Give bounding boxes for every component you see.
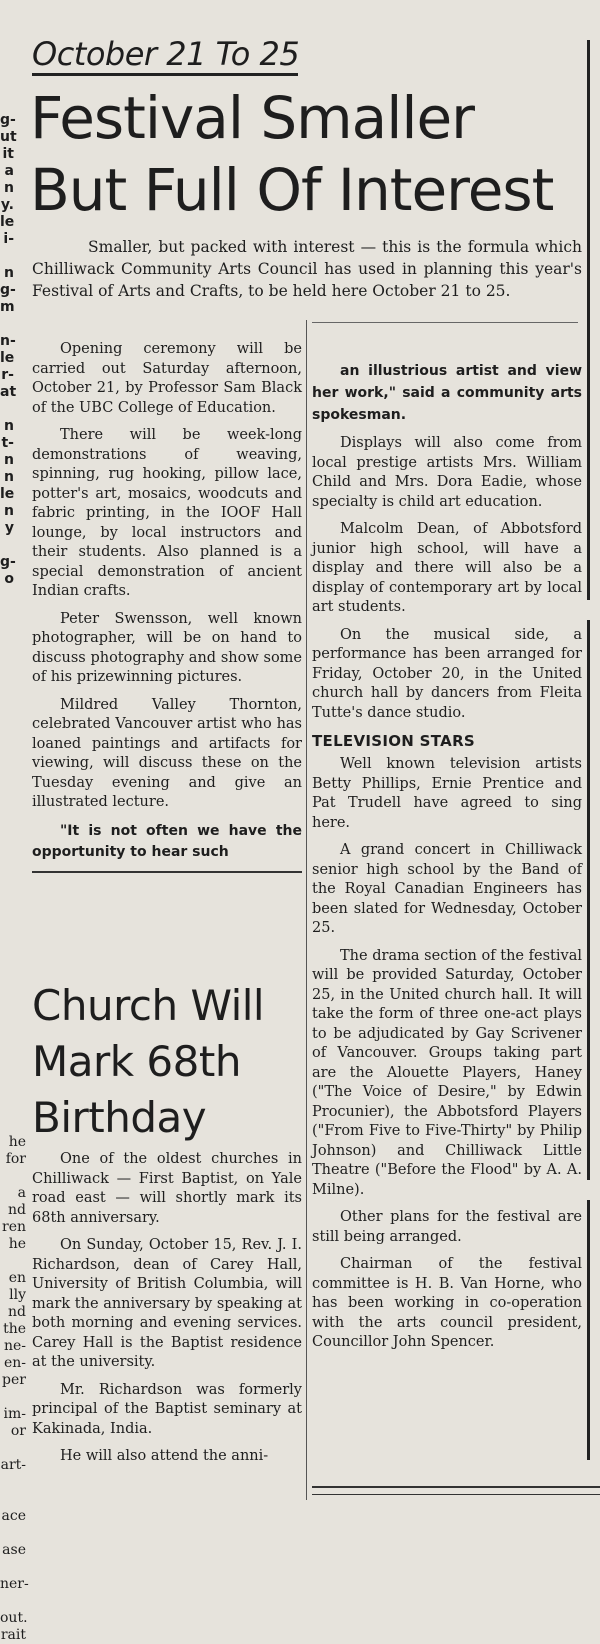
kicker: October 21 To 25 bbox=[32, 35, 300, 73]
fragment-text: n bbox=[4, 180, 14, 196]
article2-headline bbox=[32, 978, 302, 1146]
body-paragraph: Opening ceremony will be carried out Saturday afternoon, October 21, by Professor Sam Black of the UBC College of Education. bbox=[32, 341, 302, 416]
fragment-text: n bbox=[4, 418, 14, 434]
fragment-text: at bbox=[0, 384, 17, 400]
pull-quote-end: an illustrious artist and view her work," said a community arts spokesman. bbox=[312, 363, 582, 423]
section-rule bbox=[32, 871, 302, 873]
fragment-text: n bbox=[4, 452, 14, 468]
body-paragraph: Mildred Valley Thornton, celebrated Vancouver artist who has loaned paintings and artifacts for viewing, will discuss these on the Tuesday evening and give an illustrated lecture. bbox=[32, 696, 302, 810]
fragment-text: or bbox=[10, 1423, 26, 1439]
fragment-text: le bbox=[0, 350, 15, 366]
fragment-text bbox=[0, 1389, 26, 1406]
body-paragraph: On Sunday, October 15, Rev. J. I. Richardson, dean of Carey Hall, University of British Columbia, will mark the anniversary by speaking at both morning and evening services. Carey Hall is the Baptist residence at the university. bbox=[32, 1237, 302, 1370]
headline-line: Birthday bbox=[32, 1093, 207, 1142]
article1-column-left bbox=[32, 340, 302, 873]
fragment-text: ut bbox=[0, 129, 17, 145]
fragment-text: he bbox=[8, 1134, 26, 1150]
article1-column-right bbox=[312, 360, 582, 1361]
fragment-text bbox=[0, 1491, 26, 1508]
fragment-text bbox=[0, 1474, 26, 1491]
fragment-text bbox=[0, 1253, 26, 1270]
fragment-text bbox=[0, 316, 14, 333]
fragment-text: i- bbox=[3, 231, 14, 247]
body-paragraph: He will also attend the anni- bbox=[60, 1448, 269, 1464]
fragment-text: m bbox=[0, 299, 15, 315]
fragment-text: out. bbox=[0, 1610, 28, 1626]
headline-line: Mark 68th bbox=[32, 1037, 241, 1086]
bottom-rule bbox=[312, 1486, 600, 1495]
fragment-text: g- bbox=[0, 554, 16, 570]
fragment-text bbox=[0, 248, 14, 265]
column-rule bbox=[312, 322, 578, 323]
fragment-text: it bbox=[2, 146, 14, 162]
headline-line: Festival Smaller bbox=[30, 84, 474, 152]
fragment-text: ne- bbox=[3, 1338, 26, 1354]
fragment-text: g- bbox=[0, 282, 16, 298]
body-paragraph: On the musical side, a performance has been arranged for Friday, October 20, in the United church hall by dancers from Fleita Tutte's dance studio. bbox=[312, 626, 582, 721]
fragment-text bbox=[0, 401, 14, 418]
fragment-text: n bbox=[4, 503, 14, 519]
fragment-text: a bbox=[4, 163, 14, 179]
body-paragraph: Displays will also come from local prestige artists Mrs. William Child and Mrs. Dora Eadie, whose specialty is child art education. bbox=[312, 435, 582, 510]
headline-line: But Full Of Interest bbox=[30, 156, 554, 224]
fragment-text: le bbox=[0, 486, 15, 502]
body-paragraph: Other plans for the festival are still being arranged. bbox=[312, 1209, 582, 1245]
left-column-fragment-bottom bbox=[0, 1134, 29, 1644]
fragment-text: le bbox=[0, 214, 15, 230]
body-paragraph: Chairman of the festival committee is H. B. Van Horne, who has been working in co-operation with the arts council president, Councillor John Spencer. bbox=[312, 1256, 582, 1350]
fragment-text: rait bbox=[0, 1627, 26, 1643]
fragment-text: ner- bbox=[0, 1576, 29, 1592]
fragment-text: en bbox=[8, 1270, 26, 1286]
fragment-text: n bbox=[4, 469, 14, 485]
fragment-text: per bbox=[2, 1372, 26, 1388]
right-border-middle bbox=[587, 620, 600, 1180]
column-divider bbox=[306, 320, 307, 1500]
fragment-text: ase bbox=[2, 1542, 26, 1558]
fragment-text: r- bbox=[1, 367, 14, 383]
fragment-text: n- bbox=[0, 333, 16, 349]
body-paragraph: A grand concert in Chilliwack senior high school by the Band of the Royal Canadian Engineers has been slated for Wednesday, October 25. bbox=[312, 842, 582, 936]
body-paragraph: Peter Swensson, well known photographer, will be on hand to discuss photography and show some of his prizewinning pictures. bbox=[32, 610, 302, 685]
fragment-text: lly bbox=[9, 1287, 26, 1303]
subheading: TELEVISION STARS bbox=[312, 732, 476, 750]
body-paragraph: The drama section of the festival will be provided Saturday, October 25, in the United church hall. It will take the form of three one-act plays to be adjudicated by Gay Scrivener of Vancouver. Groups taking part are the Alouette Players, Haney ("The Voice of Desire," by Edwin Procunier), the Abbotsford Players ("From Five to Five-Thirty" by Philip Johnson) and Chilliwack Little Theatre ("Before the Flood" by A. A. Milne). bbox=[312, 947, 582, 1198]
right-border-bottom bbox=[587, 1200, 600, 1460]
article2-column bbox=[32, 1150, 302, 1475]
fragment-text: en- bbox=[3, 1355, 26, 1371]
fragment-text: y bbox=[4, 520, 14, 536]
fragment-text: nd bbox=[8, 1304, 26, 1320]
fragment-text bbox=[0, 1440, 26, 1457]
pull-quote-start: "It is not often we have the opportunity to hear such bbox=[32, 822, 302, 860]
fragment-text: n bbox=[4, 265, 14, 281]
fragment-text: g- bbox=[0, 112, 16, 128]
fragment-text: the bbox=[3, 1321, 26, 1337]
fragment-text bbox=[0, 537, 14, 554]
fragment-text: y. bbox=[0, 197, 14, 213]
body-paragraph: Mr. Richardson was formerly principal of the Baptist seminary at Kakinada, India. bbox=[32, 1381, 302, 1437]
fragment-text bbox=[0, 1593, 26, 1610]
body-paragraph: There will be week-long demonstrations of weaving, spinning, rug hooking, pillow lace, potter's art, mosaics, woodcuts and fabric printing, in the IOOF Hall lounge, by local instructors and their students. Also planned is a special demonstration of ancient Indian crafts. bbox=[32, 427, 302, 599]
fragment-text bbox=[0, 1168, 26, 1185]
fragment-text: for bbox=[5, 1151, 26, 1167]
body-paragraph: One of the oldest churches in Chilliwack — First Baptist, on Yale road east — will shortly mark its 68th anniversary. bbox=[32, 1151, 302, 1226]
kicker-underline bbox=[32, 73, 298, 76]
left-column-fragment-top bbox=[0, 112, 17, 588]
lede-paragraph: Smaller, but packed with interest — this is the formula which Chilliwack Community Arts Council has used in planning this year's Festival of Arts and Crafts, to be held here October 21 to 25. bbox=[32, 238, 582, 300]
headline bbox=[30, 82, 590, 226]
fragment-text bbox=[0, 1559, 26, 1576]
fragment-text: o bbox=[4, 571, 14, 587]
fragment-text: ren bbox=[2, 1219, 26, 1235]
fragment-text: im- bbox=[3, 1406, 26, 1422]
fragment-text: he bbox=[8, 1236, 26, 1252]
headline-line: Church Will bbox=[32, 981, 265, 1030]
body-paragraph: Well known television artists Betty Phillips, Ernie Prentice and Pat Trudell have agreed to sing here. bbox=[312, 756, 582, 831]
fragment-text: ace bbox=[1, 1508, 26, 1524]
fragment-text: art- bbox=[0, 1457, 26, 1473]
fragment-text: t- bbox=[1, 435, 14, 451]
fragment-text: a bbox=[17, 1185, 26, 1201]
fragment-text: nd bbox=[8, 1202, 26, 1218]
body-paragraph: Malcolm Dean, of Abbotsford junior high school, will have a display and there will also be a display of contemporary art by local art students. bbox=[312, 521, 582, 615]
fragment-text bbox=[0, 1525, 26, 1542]
